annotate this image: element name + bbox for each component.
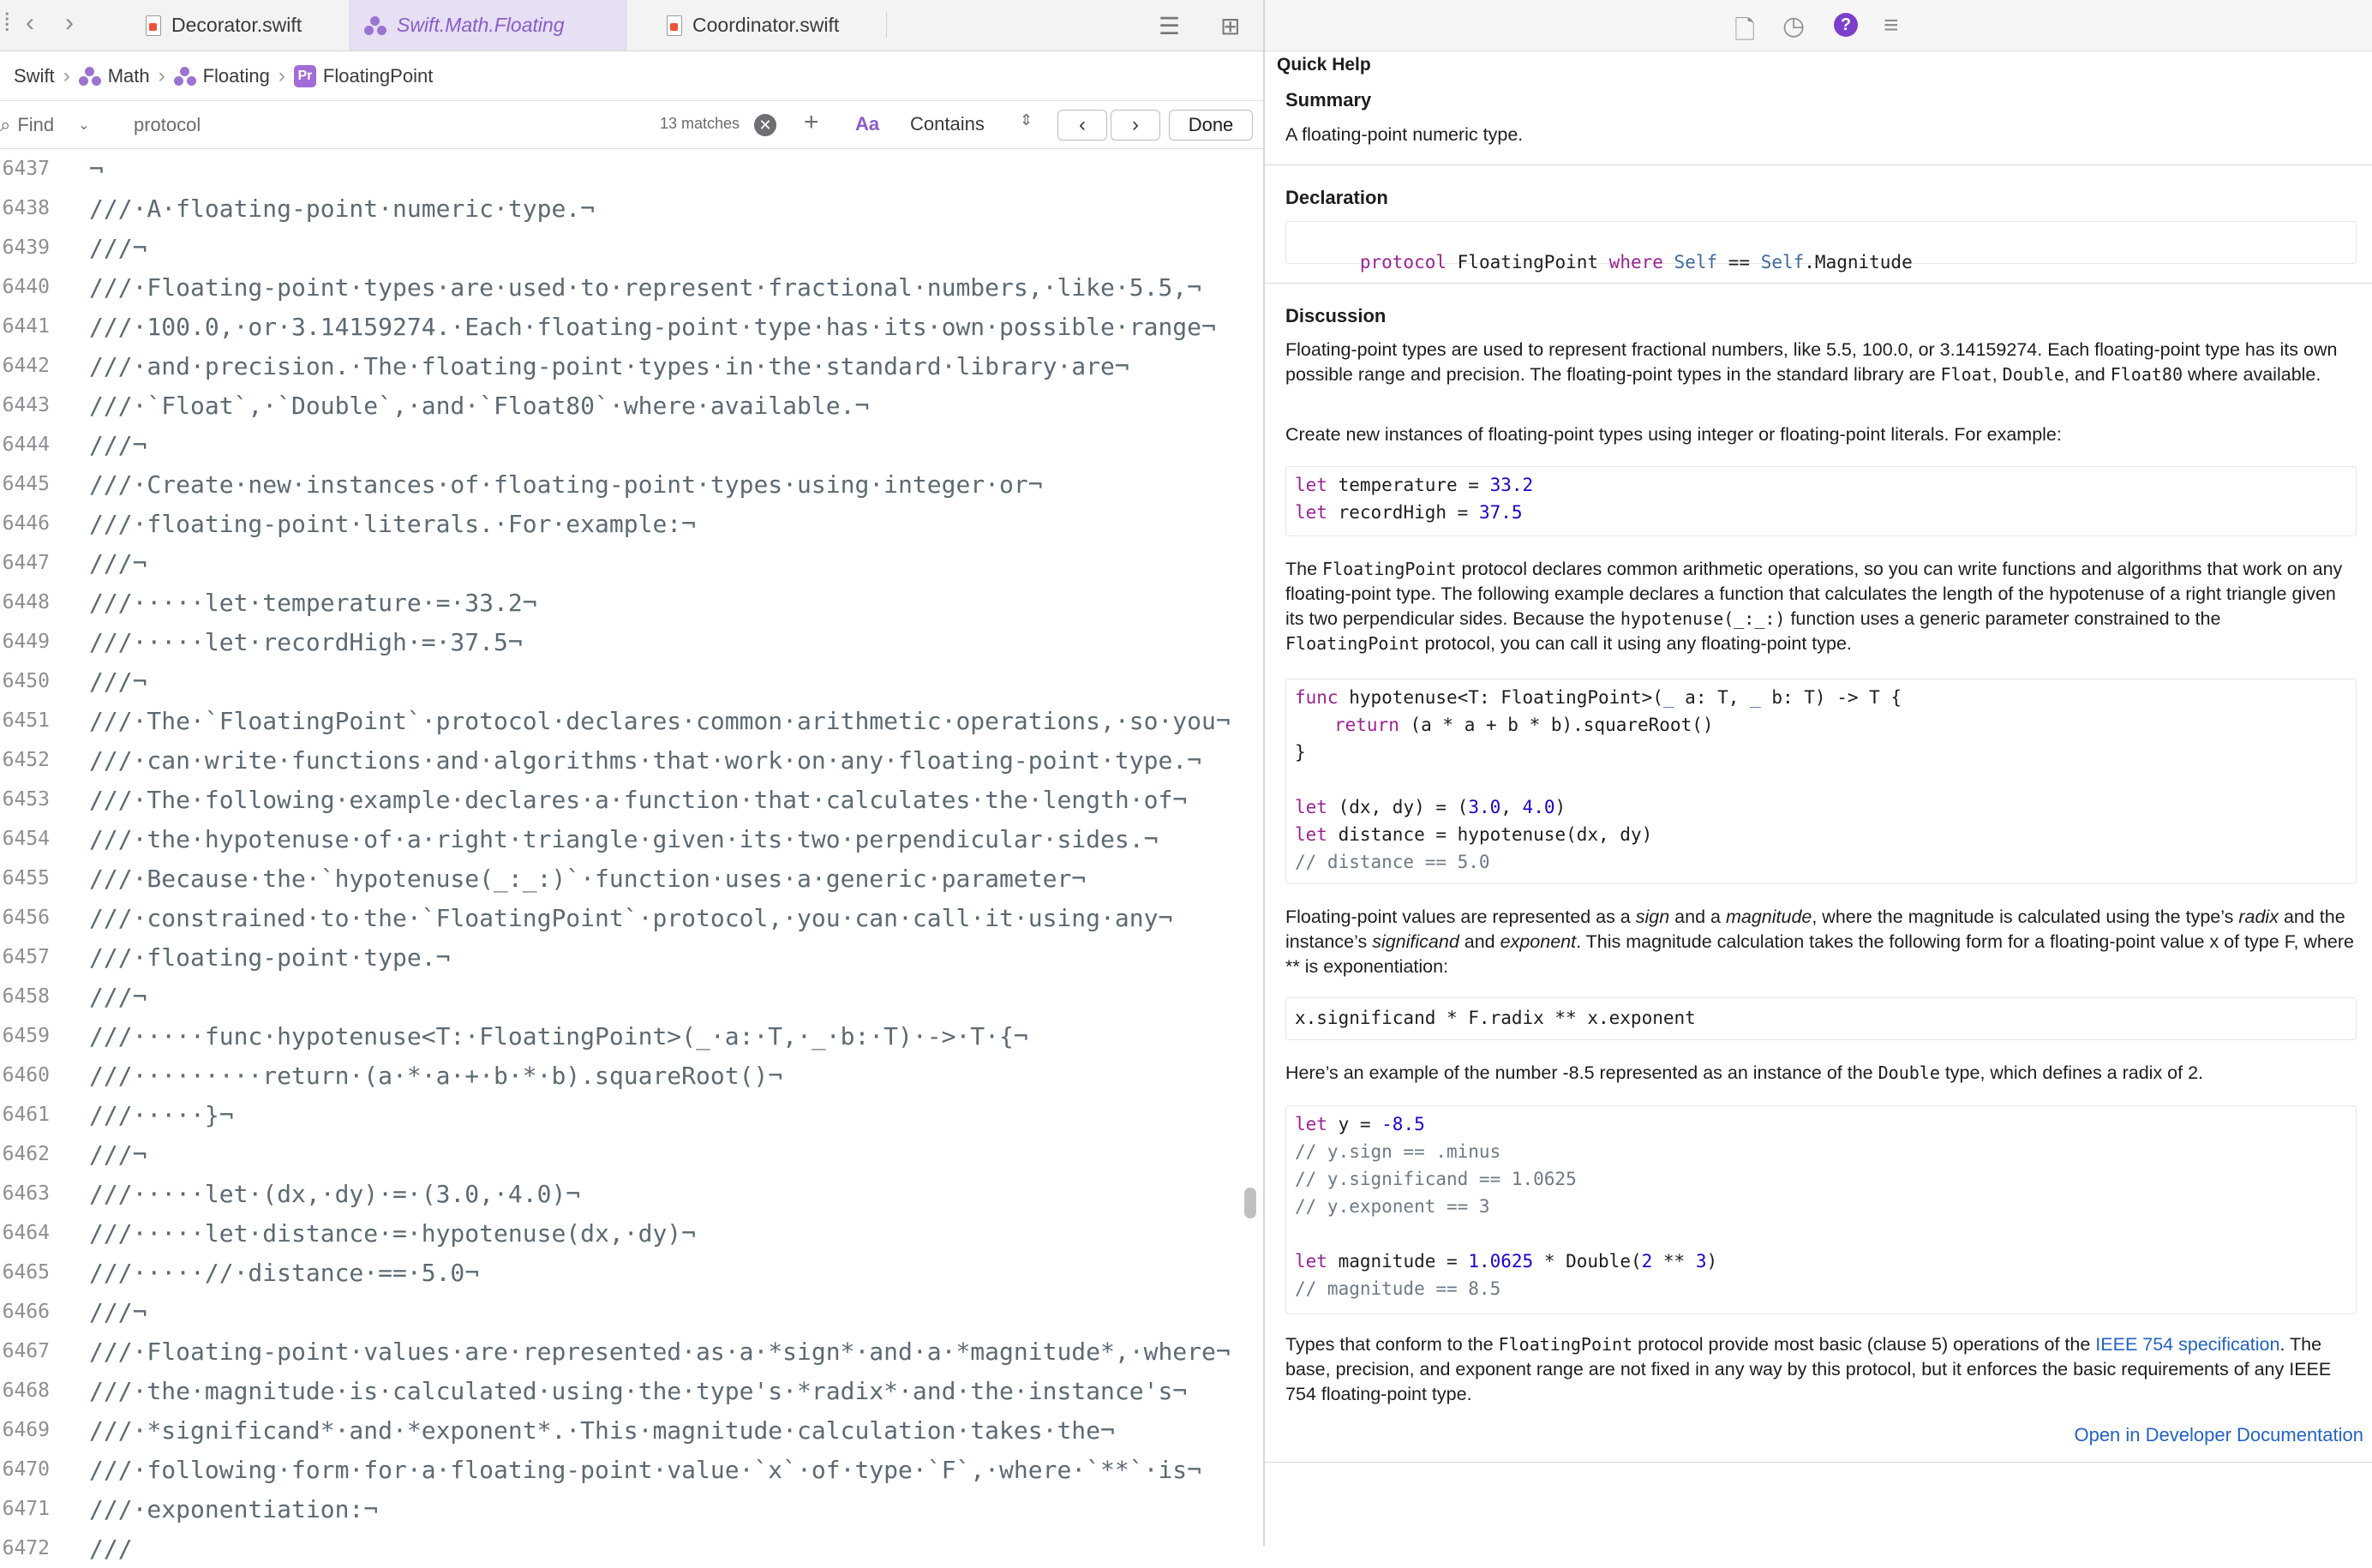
line-number: 6472 <box>2 1537 50 1559</box>
line-number: 6463 <box>2 1182 50 1205</box>
line-text: ///·····//·distance·==·5.0¬ <box>89 1258 480 1287</box>
open-developer-docs-link[interactable]: Open in Developer Documentation <box>2074 1424 2363 1445</box>
code-line[interactable] <box>0 1292 1234 1332</box>
line-text: ///·····func·hypotenuse<T:·FloatingPoint>(_·a:·T,·_·b:·T)·->·T·{¬ <box>89 1021 1028 1050</box>
line-text: ///¬ <box>89 1140 147 1169</box>
line-number: 6468 <box>2 1379 50 1402</box>
line-number: 6448 <box>2 591 50 613</box>
line-number: 6449 <box>2 631 50 653</box>
declaration-header: Declaration <box>1285 187 1388 208</box>
previous-match-button[interactable]: ‹ <box>1057 110 1107 141</box>
line-text: ///·The·following·example·declares·a·function·that·calculates·the·length·of¬ <box>89 785 1188 814</box>
code-line[interactable] <box>0 622 1234 661</box>
code-line[interactable] <box>0 464 1234 504</box>
add-pattern-icon[interactable]: + <box>804 108 819 136</box>
code-line[interactable] <box>0 1253 1234 1292</box>
line-text: ///·Create·new·instances·of·floating-point·types·using·integer·or¬ <box>89 470 1043 499</box>
line-number: 6464 <box>2 1222 50 1244</box>
line-number: 6453 <box>2 788 50 811</box>
line-text: ///¬ <box>89 1297 147 1326</box>
code-line[interactable] <box>0 701 1234 740</box>
code-line[interactable] <box>0 425 1234 464</box>
code-line[interactable] <box>0 1016 1234 1056</box>
inspector-panel <box>1265 0 2372 1546</box>
line-text: ///¬ <box>89 667 147 696</box>
code-line[interactable] <box>0 386 1234 425</box>
code-line[interactable] <box>0 583 1234 622</box>
discussion-paragraph-5: Here’s an example of the number -8.5 represented as an instance of the Double type, which defines a radix of 2. <box>1285 1062 2204 1083</box>
summary-header: Summary <box>1285 89 1372 111</box>
line-text: ///·can·write·functions·and·algorithms·that·work·on·any·floating-point·type.¬ <box>89 745 1202 775</box>
line-number: 6447 <box>2 552 50 574</box>
line-text: ///·····let·temperature·=·33.2¬ <box>89 588 537 617</box>
line-text: ///·····let·distance·=·hypotenuse(dx,·dy)¬ <box>89 1218 697 1248</box>
declaration-code: protocol FloatingPoint where Self == Self.Magnitude <box>1285 221 2357 264</box>
code-line[interactable] <box>0 149 1234 189</box>
tab-label: Decorator.swift <box>171 14 302 36</box>
line-text: ///·exponentiation:¬ <box>89 1494 379 1523</box>
code-line[interactable] <box>0 1529 1234 1568</box>
sidebar-edge-icon[interactable]: ⁞ <box>3 9 11 37</box>
protocol-badge-icon: Pr <box>294 65 316 87</box>
line-text: ///·····let·(dx,·dy)·=·(3.0,·4.0)¬ <box>89 1179 581 1208</box>
code-line[interactable] <box>0 504 1234 543</box>
line-text: ///·constrained·to·the·`FloatingPoint`·protocol,·you·can·call·it·using·any¬ <box>89 903 1173 932</box>
case-sensitive-toggle[interactable]: Aa <box>855 113 880 135</box>
find-bar <box>0 101 1263 149</box>
code-line[interactable] <box>0 307 1234 346</box>
breadcrumb-floating[interactable]: Floating <box>174 65 270 87</box>
code-line[interactable] <box>0 780 1234 819</box>
code-line[interactable] <box>0 1332 1234 1371</box>
line-text: ///¬ <box>89 982 147 1011</box>
find-mode-select[interactable]: ⌕ Find ⌄ <box>0 113 90 135</box>
line-text: ///¬ <box>89 430 147 459</box>
line-text: ///¬ <box>89 233 147 262</box>
chevron-right-icon: › <box>63 63 70 87</box>
add-editor-icon[interactable]: ⊞ <box>1220 13 1241 39</box>
line-number: 6471 <box>2 1498 50 1520</box>
code-line[interactable] <box>0 1134 1234 1174</box>
code-area[interactable] <box>0 149 1234 1563</box>
line-number: 6470 <box>2 1458 50 1481</box>
line-number: 6440 <box>2 276 50 298</box>
discussion-paragraph-1: Floating-point types are used to represent fractional numbers, like 5.5, 100.0, or 3.14159274. Each floating-point type has its own possible range and precision. The floating-point types in the standard library are Float, Double, and Float80 where available. <box>1285 339 2338 385</box>
line-number: 6450 <box>2 670 50 692</box>
line-number: 6441 <box>2 315 50 338</box>
clear-search-icon[interactable]: ✕ <box>754 114 776 136</box>
breadcrumb-floatingpoint[interactable]: Pr FloatingPoint <box>294 65 433 87</box>
line-number: 6444 <box>2 434 50 456</box>
line-number: 6455 <box>2 867 50 889</box>
line-text: ///·the·hypotenuse·of·a·right·triangle·given·its·two·perpendicular·sides.¬ <box>89 824 1159 853</box>
line-text: ///·····}¬ <box>89 1100 234 1129</box>
back-arrow-icon[interactable]: ‹ <box>26 9 34 37</box>
inspector-toolbar <box>1265 0 2372 51</box>
discussion-paragraph-6: Types that conform to the FloatingPoint protocol provide most basic (clause 5) operations of the IEEE 754 specification. The base, precision, and exponent range are not fixed in any way by this protocol, but it enforces the basic requirements of any IEEE 754 floating-point type. <box>1285 1334 2332 1404</box>
tab-coordinator-swift[interactable] <box>651 0 887 51</box>
code-line[interactable] <box>0 1371 1234 1410</box>
line-text: ///·following·form·for·a·floating-point·value·`x`·of·type·`F`,·where·`**`·is¬ <box>89 1455 1202 1484</box>
code-line[interactable] <box>0 1174 1234 1213</box>
discussion-header: Discussion <box>1285 305 1387 326</box>
match-count: 13 matches <box>660 115 740 132</box>
line-text: ///·and·precision.·The·floating-point·types·in·the·standard·library·are¬ <box>89 351 1129 380</box>
line-text: ///·Floating-point·types·are·used·to·represent·fractional·numbers,·like·5.5,¬ <box>89 272 1202 302</box>
discussion-paragraph-4: Floating-point values are represented as a sign and a magnitude, where the magnitude is calculated using the type’s radix and the instance’s significand and exponent. This magnitude calculation takes the following form for a floating-point value x of type F, where ** is exponentiation: <box>1285 907 2354 977</box>
line-number: 6446 <box>2 512 50 535</box>
line-text: ///·*significand*·and·*exponent*.·This·magnitude·calculation·takes·the¬ <box>89 1415 1115 1445</box>
example-code-1: let temperature = 33.2 let recordHigh = 37.5 <box>1285 466 2357 536</box>
code-line[interactable] <box>0 740 1234 780</box>
line-text: ///·Because·the·`hypotenuse(_:_:)`·function·uses·a·generic·parameter¬ <box>89 864 1087 893</box>
line-number: 6458 <box>2 985 50 1008</box>
divider <box>1265 1462 2372 1463</box>
formula-code: x.significand * F.radix ** x.exponent <box>1285 997 2357 1040</box>
summary-text: A floating-point numeric type. <box>1285 124 1524 145</box>
line-text: ///·100.0,·or·3.14159274.·Each·floating-point·type·has·its·own·possible·range¬ <box>89 312 1216 341</box>
code-line[interactable] <box>0 1213 1234 1253</box>
code-line[interactable] <box>0 937 1234 977</box>
package-icon <box>79 67 101 86</box>
code-line[interactable] <box>0 1056 1234 1095</box>
history-inspector-icon[interactable]: ◷ <box>1782 12 1806 40</box>
discussion-paragraph-2: Create new instances of floating-point types using integer or floating-point literals. For example: <box>1285 424 2062 445</box>
line-number: 6439 <box>2 236 50 259</box>
line-text: ¬ <box>89 154 104 183</box>
line-text: ///·····let·recordHigh·=·37.5¬ <box>89 627 523 656</box>
line-number: 6461 <box>2 1104 50 1126</box>
tab-label: Coordinator.swift <box>692 14 840 36</box>
line-number: 6437 <box>2 158 50 180</box>
attributes-inspector-icon[interactable]: ≡ <box>1884 11 1899 39</box>
line-number: 6469 <box>2 1419 50 1441</box>
chevron-right-icon: › <box>278 63 285 87</box>
line-number: 6460 <box>2 1064 50 1086</box>
line-text: ///·Floating-point·values·are·represented·as·a·*sign*·and·a·*magnitude*,·where¬ <box>89 1337 1231 1366</box>
chevron-right-icon: › <box>158 63 165 87</box>
code-line[interactable] <box>0 819 1234 859</box>
code-line[interactable] <box>0 543 1234 583</box>
line-text: ///·The·`FloatingPoint`·protocol·declares·common·arithmetic·operations,·so·you¬ <box>89 706 1231 735</box>
line-number: 6457 <box>2 946 50 968</box>
package-icon <box>364 16 386 35</box>
line-number: 6466 <box>2 1301 50 1323</box>
divider <box>1265 283 2372 284</box>
line-text: ///·A·floating-point·numeric·type.¬ <box>89 194 596 223</box>
chevron-down-icon: ⌄ <box>78 117 90 133</box>
search-input[interactable]: protocol <box>134 113 201 135</box>
line-text: ///¬ <box>89 548 147 578</box>
code-line[interactable] <box>0 228 1234 267</box>
breadcrumb-math[interactable]: Math <box>79 65 150 87</box>
line-number: 6462 <box>2 1143 50 1165</box>
code-line[interactable] <box>0 977 1234 1016</box>
swift-file-icon <box>667 15 682 36</box>
line-text: ///·········return·(a·*·a·+·b·*·b).squareRoot()¬ <box>89 1061 783 1090</box>
next-match-button[interactable]: › <box>1111 110 1160 141</box>
line-number: 6438 <box>2 197 50 219</box>
line-number: 6459 <box>2 1025 50 1047</box>
quick-help-icon[interactable]: ? <box>1834 13 1858 37</box>
file-inspector-icon[interactable]: 🗋 <box>1734 16 1756 45</box>
code-line[interactable] <box>0 859 1234 898</box>
line-text: ///·`Float`,·`Double`,·and·`Float80`·where·available.¬ <box>89 391 870 420</box>
magnifier-icon: ⌕ <box>0 113 11 135</box>
quick-help-title: Quick Help <box>1277 55 1371 75</box>
done-button[interactable]: Done <box>1169 110 1253 141</box>
example-code-3: let y = -8.5 // y.sign == .minus // y.significand == 1.0625 // y.exponent == 3 let magnitude = 1.0625 * Double(2 ** 3) // magnitude == 8.5 <box>1285 1105 2357 1314</box>
code-line[interactable] <box>0 1410 1234 1450</box>
line-text: ///·the·magnitude·is·calculated·using·the·type's·*radix*·and·the·instance's¬ <box>89 1376 1188 1405</box>
discussion-paragraph-3: The FloatingPoint protocol declares common arithmetic operations, so you can write functions and algorithms that work on any floating-point type. The following example declares a function that calculates the length of the hypotenuse of a right triangle given its two perpendicular sides. Because the hypotenuse(_:_:) function uses a generic parameter constrained to the FloatingPoint protocol, you can call it using any floating-point type. <box>1285 559 2343 654</box>
tab-swift-math-floating[interactable] <box>349 0 627 51</box>
package-icon <box>174 67 196 86</box>
code-line[interactable] <box>0 1450 1234 1489</box>
code-line[interactable] <box>0 661 1234 701</box>
breadcrumb <box>0 51 1263 101</box>
line-number: 6456 <box>2 907 50 929</box>
swift-file-icon <box>146 15 161 36</box>
editor-options-icon[interactable]: ☰ <box>1159 13 1181 39</box>
code-line[interactable] <box>0 267 1234 307</box>
line-text: ///·floating-point·type.¬ <box>89 943 451 972</box>
line-text: /// <box>89 1534 133 1563</box>
tab-bar <box>0 0 1263 51</box>
line-number: 6467 <box>2 1340 50 1362</box>
line-number: 6442 <box>2 355 50 377</box>
code-line[interactable] <box>0 189 1234 228</box>
forward-arrow-icon[interactable]: › <box>65 9 74 37</box>
match-type-select[interactable]: Contains ⇕ <box>910 111 1033 135</box>
code-line[interactable] <box>0 1095 1234 1134</box>
ieee-754-link[interactable]: IEEE 754 specification <box>2095 1334 2280 1355</box>
code-line[interactable] <box>0 898 1234 937</box>
tab-decorator-swift[interactable] <box>130 0 349 51</box>
stepper-icon: ⇕ <box>1020 111 1033 129</box>
line-number: 6465 <box>2 1261 50 1284</box>
tab-label: Swift.Math.Floating <box>397 14 565 36</box>
code-line[interactable] <box>0 1489 1234 1529</box>
line-number: 6451 <box>2 709 50 732</box>
breadcrumb-swift[interactable]: Swift <box>14 64 55 87</box>
line-number: 6445 <box>2 473 50 495</box>
code-line[interactable] <box>0 346 1234 386</box>
line-number: 6452 <box>2 749 50 771</box>
line-number: 6454 <box>2 828 50 850</box>
example-code-2: func hypotenuse<T: FloatingPoint>(_ a: T, _ b: T) -> T { return (a * a + b * b).squareRoot() } let (dx, dy) = (3.0, 4.0) let distance = hypotenuse(dx, dy) // distance == 5.0 <box>1285 679 2357 884</box>
line-text: ///·floating-point·literals.·For·example:¬ <box>89 509 697 538</box>
line-number: 6443 <box>2 394 50 416</box>
scrollbar-thumb[interactable] <box>1244 1188 1256 1218</box>
